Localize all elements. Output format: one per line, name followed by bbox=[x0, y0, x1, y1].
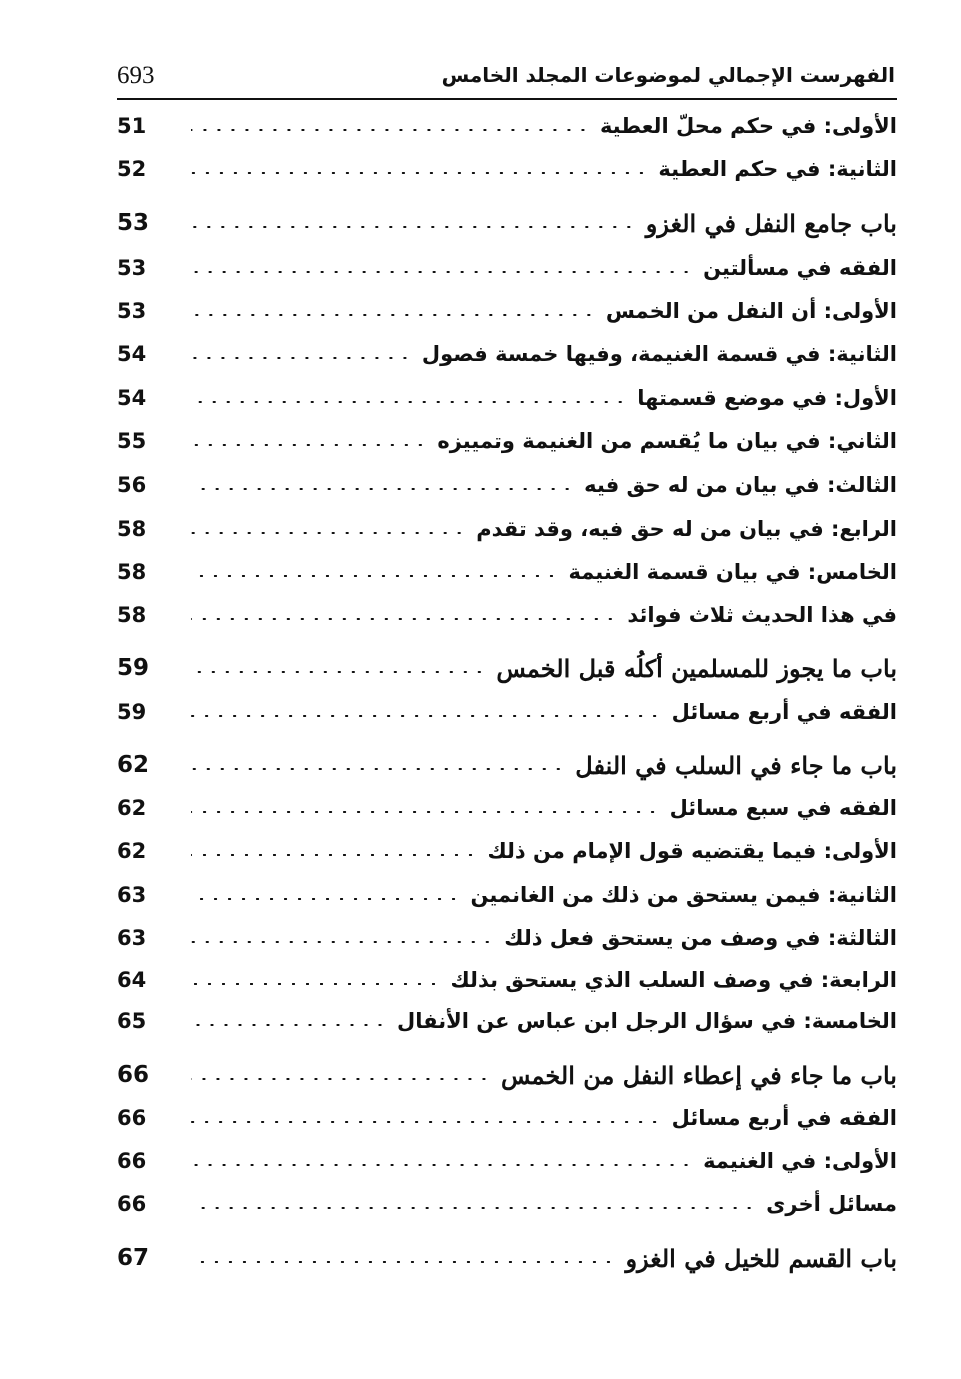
toc-entry bbox=[117, 509, 897, 549]
toc-entry bbox=[117, 1001, 897, 1041]
dot-leader bbox=[191, 1164, 693, 1166]
toc-page-number: 58 bbox=[117, 517, 147, 541]
toc-entry bbox=[117, 1141, 897, 1181]
dot-leader bbox=[191, 1121, 662, 1123]
toc-page-number: 53 bbox=[117, 210, 150, 236]
dot-leader bbox=[191, 1078, 491, 1080]
toc-page-number: 62 bbox=[117, 752, 150, 778]
dot-leader bbox=[191, 444, 427, 446]
dot-leader bbox=[191, 401, 627, 403]
toc-entry-title: مسائل أخرى bbox=[766, 1192, 897, 1216]
dot-leader bbox=[191, 488, 574, 490]
toc-page-number: 56 bbox=[117, 473, 147, 497]
toc-entry-title: الثالثة: في وصف من يستحق فعل ذلك bbox=[504, 926, 897, 950]
toc-entry bbox=[117, 831, 897, 871]
dot-leader bbox=[191, 811, 660, 813]
toc-page-number: 65 bbox=[117, 1009, 147, 1033]
toc-page-number: 53 bbox=[117, 299, 147, 323]
toc-entry bbox=[117, 918, 897, 958]
toc-entry-title: الثالث: في بيان من له حق فيه bbox=[584, 473, 897, 497]
toc-entry-title: الثاني: في بيان ما يُقسم من الغنيمة وتمييزه bbox=[437, 429, 897, 453]
toc-entry-title: الأولى: في حكم محلّ العطية bbox=[599, 114, 897, 138]
toc-entry-title: في هذا الحديث ثلاث فوائد bbox=[627, 603, 897, 627]
toc-page-number: 62 bbox=[117, 839, 147, 863]
toc-page-number: 58 bbox=[117, 560, 147, 584]
toc-entry-title: الفقه في أربع مسائل bbox=[671, 1106, 897, 1130]
toc-page-number: 62 bbox=[117, 796, 147, 820]
toc-page-number: 66 bbox=[117, 1149, 147, 1173]
dot-leader bbox=[191, 898, 461, 900]
toc-entry bbox=[117, 149, 897, 189]
toc-entry bbox=[117, 692, 897, 732]
table-of-contents bbox=[117, 0, 897, 1379]
dot-leader bbox=[191, 768, 565, 770]
toc-chapter-entry bbox=[117, 1238, 897, 1278]
toc-entry bbox=[117, 595, 897, 635]
dot-leader bbox=[191, 226, 636, 228]
toc-entry-title: باب ما جاء في السلب في النفل bbox=[575, 750, 897, 780]
dot-leader bbox=[191, 532, 466, 534]
toc-page-number: 67 bbox=[117, 1245, 150, 1271]
toc-entry bbox=[117, 875, 897, 915]
toc-entry-title: باب ما يجوز للمسلمين أكلُه قبل الخمس bbox=[496, 653, 897, 683]
dot-leader bbox=[191, 1024, 387, 1026]
toc-page-number: 66 bbox=[117, 1192, 147, 1216]
toc-page-number: 58 bbox=[117, 603, 147, 627]
toc-entry-title: الأولى: في الغنيمة bbox=[703, 1149, 897, 1173]
toc-entry-title: الثانية: في حكم العطية bbox=[658, 157, 897, 181]
toc-entry bbox=[117, 1098, 897, 1138]
dot-leader bbox=[191, 715, 662, 717]
toc-entry bbox=[117, 248, 897, 288]
toc-page-number: 52 bbox=[117, 157, 147, 181]
toc-entry-title: باب جامع النفل في الغزو bbox=[645, 208, 897, 238]
toc-page-number: 64 bbox=[117, 968, 147, 992]
dot-leader bbox=[191, 172, 648, 174]
toc-page-number: 54 bbox=[117, 342, 147, 366]
toc-entry-title: الفقه في أربع مسائل bbox=[671, 700, 897, 724]
toc-entry-title: الثانية: في قسمة الغنيمة، وفيها خمسة فصول bbox=[421, 342, 897, 366]
toc-entry-title: الفقه في مسألتين bbox=[703, 256, 897, 280]
toc-chapter-entry bbox=[117, 1055, 897, 1095]
dot-leader bbox=[191, 314, 596, 316]
toc-entry-title: الأول: في موضع قسمتها bbox=[637, 386, 897, 410]
toc-entry bbox=[117, 378, 897, 418]
toc-chapter-entry bbox=[117, 203, 897, 243]
dot-leader bbox=[191, 854, 477, 856]
toc-page-number: 66 bbox=[117, 1106, 147, 1130]
toc-entry-title: الثانية: فيمن يستحق من ذلك من الغانمين bbox=[470, 883, 897, 907]
dot-leader bbox=[191, 983, 441, 985]
toc-entry bbox=[117, 106, 897, 146]
toc-page-number: 53 bbox=[117, 256, 147, 280]
toc-chapter-entry bbox=[117, 745, 897, 785]
toc-page-number: 66 bbox=[117, 1062, 150, 1088]
toc-entry-title: الخامسة: في سؤال الرجل ابن عباس عن الأنفال bbox=[397, 1009, 897, 1033]
page-number: 693 bbox=[117, 62, 155, 89]
toc-entry bbox=[117, 421, 897, 461]
toc-entry-title: الرابعة: في وصف السلب الذي يستحق بذلك bbox=[450, 968, 897, 992]
toc-page-number: 63 bbox=[117, 926, 147, 950]
toc-entry-title: باب ما جاء في إعطاء النفل من الخمس bbox=[500, 1060, 897, 1090]
toc-entry-title: الأولى: فيما يقتضيه قول الإمام من ذلك bbox=[487, 839, 897, 863]
toc-page-number: 54 bbox=[117, 386, 147, 410]
toc-entry-title: الفقه في سبع مسائل bbox=[669, 796, 897, 820]
toc-entry-title: الخامس: في بيان قسمة الغنيمة bbox=[568, 560, 897, 584]
dot-leader bbox=[191, 1207, 756, 1209]
toc-entry bbox=[117, 552, 897, 592]
toc-page-number: 63 bbox=[117, 883, 147, 907]
dot-leader bbox=[191, 671, 486, 673]
toc-entry-title: الرابع: في بيان من له حق فيه، وقد تقدم bbox=[476, 517, 897, 541]
toc-entry-title: الأولى: أن النفل من الخمس bbox=[605, 299, 897, 323]
dot-leader bbox=[191, 618, 617, 620]
toc-entry bbox=[117, 788, 897, 828]
dot-leader bbox=[191, 357, 412, 359]
toc-entry bbox=[117, 291, 897, 331]
toc-chapter-entry bbox=[117, 648, 897, 688]
toc-entry bbox=[117, 960, 897, 1000]
toc-entry bbox=[117, 1184, 897, 1224]
toc-entry bbox=[117, 334, 897, 374]
dot-leader bbox=[191, 575, 558, 577]
toc-page-number: 59 bbox=[117, 700, 147, 724]
toc-page-number: 55 bbox=[117, 429, 147, 453]
running-title: الفهرست الإجمالي لموضوعات المجلد الخامس bbox=[441, 63, 895, 87]
toc-page-number: 59 bbox=[117, 655, 150, 681]
dot-leader bbox=[191, 1261, 615, 1263]
dot-leader bbox=[191, 941, 494, 943]
dot-leader bbox=[191, 271, 693, 273]
toc-entry bbox=[117, 465, 897, 505]
toc-page-number: 51 bbox=[117, 114, 147, 138]
dot-leader bbox=[191, 129, 590, 131]
toc-entry-title: باب القسم للخيل في الغزو bbox=[625, 1243, 897, 1273]
